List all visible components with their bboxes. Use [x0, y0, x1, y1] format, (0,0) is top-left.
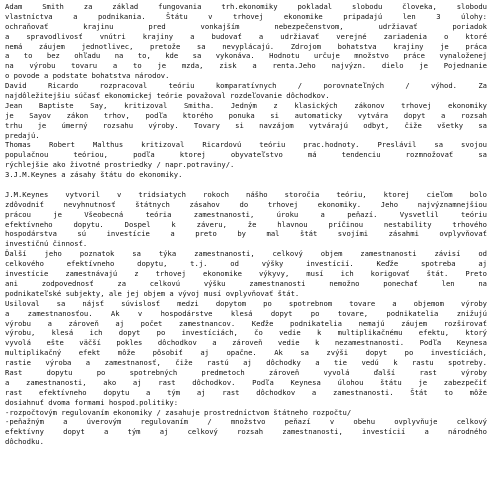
text-line: 3.J.M.Keynes a zásahy štátu do ekonomiky. [5, 170, 183, 180]
paragraph-gap [5, 180, 487, 190]
text-line: Usiloval sa nájsť súvislosť medzi dopytom po spotrebnom tovare a objemom výroby [5, 298, 487, 308]
text-line: rýchlejšie ako životné prostriedky / napr.potraviny/. [5, 160, 235, 170]
text-line: ochraňovať krajinu pred vonkajším nebezpečenstvom, udržiavať poriadok [5, 21, 487, 31]
text-line: je Sayov zákon trhov, podľa ktorého ponuka si automaticky vytvára dopyt a rozsah [5, 110, 487, 120]
text-line: Jean Baptiste Say, kritizoval Smitha. Jedným z klasických zákonov trhovej ekonomiky [5, 100, 487, 110]
text-line: podnikateľské subjekty, ale jej objem a vývoj musí ovplyvňovať štát. [5, 288, 300, 298]
text-line: ani zodpovednosť za celkovú výšku zamestnanosti nemožno ponechať len na [5, 278, 487, 288]
text-line: Ďalší jeho poznatok sa týka zamestnanosti, celkový objem zamestnanosti závisí od [5, 249, 487, 259]
text-line: multiplikačný efekt môže pôsobiť aj opačne. Ak sa zvýši dopyt po investíciách, [5, 348, 487, 358]
text-line: na výrobu tovaru a to je mzda, zisk a renta.Jeho najvýzn. dielo je Pojednanie [5, 61, 487, 71]
text-line: predajú. [5, 130, 40, 140]
text-line: investičnú činnosť. [5, 239, 88, 249]
text-line: -peňažným a úverovým regulovaním / množstvo peňazí v obehu ovplyvňuje celkový [5, 417, 487, 427]
text-line: Adam Smith za základ fungovania trh.ekonomiky pokladal slobodu človeka, slobodu [5, 2, 487, 11]
text-line: vlastníctva a podnikania. Štátu v trhovej ekonomike pripadajú len 3 úlohy: [5, 11, 487, 21]
text-line: vyvolá ešte väčší pokles dôchodkov a zároveň vedie k nezamestnanosti. Podľa Keynesa [5, 338, 487, 348]
text-line: rast efektívneho dopytu a tým aj rast dôchodkov a zamestnanosti. Štát to môže [5, 387, 487, 397]
text-line: investície zamestnávajú z trhovej ekonomike výkyvy, musí ich korigovať štát. Preto [5, 269, 487, 279]
text-line: o povode a podstate bohatstva národov. [5, 71, 170, 81]
text-line: a zamestnanosti, ako aj rast dôchodkov. Podľa Keynesa úlohou štátu je zabezpečiť [5, 377, 487, 387]
text-line: dosiahnuť dvoma formami hospod.politiky: [5, 397, 179, 407]
text-line: celkového efektívneho dopytu, t.j. od výšky investícií. Keďže spotreba aj [5, 259, 487, 269]
text-line: efektívneho dopytu. Dospel k záveru, že hlavnou príčinou nestability trhového [5, 219, 487, 229]
text-line: rastie výroba a zamestnanosť, čiže rastú aj dôchodky a tie vedú k rastu spotreby. [5, 358, 487, 368]
text-line: najdôležitejšiu súčasť ekonomickej teórie považoval rozdeľovanie dôchodkov. [5, 91, 330, 101]
text-line: -rozpočtovým regulovaním ekonomiky / zasahuje prostredníctvom štátneho rozpočtu/ [5, 407, 352, 417]
text-line: Thomas Robert Malthus kritizoval Ricardovú teóriu prac.hodnoty. Preslávil sa svojou [5, 140, 487, 150]
paragraph-keynes [5, 190, 487, 447]
text-line: výrobu a zároveň aj počet zamestnancov. Keďže podnikatelia nemajú záujem rozširovať [5, 318, 487, 328]
text-line: efektívny dopyt a tým aj celkový rozsah zamestnanosti, investícií a národného [5, 427, 487, 437]
text-line: Rast dopytu po spotrebných predmetoch zároveň vyvolá ďalší rast výroby [5, 367, 487, 377]
text-line: dôchodku. [5, 437, 44, 447]
text-line: prácou je Všeobecná teória zamestnanosti, úroku a peňazí. Vysvetlil teóriu [5, 209, 487, 219]
paragraph-smith [5, 2, 487, 180]
text-line: zdôvodniť nevyhnutnosť štátnych zásahov do trhovej ekonomiky. Jeho najvýznamnejšiou [5, 199, 487, 209]
text-line: výrobu, klesá ich dopyt po investíciách, čo vedie k multiplikačnému efektu, ktorý [5, 328, 487, 338]
text-line: populačnou teóriou, podľa ktorej obyvateľstvo má tendenciu rozmnožovať sa [5, 150, 487, 160]
text-line: trhu je úmerný rozsahu výroby. Tovary si navzájom vytvárajú odbyt, čiže všetky sa [5, 120, 487, 130]
text-line: J.M.Keynes vytvoril v tridsiatych rokoch nášho storočia teóriu, ktorej cieľom bolo [5, 189, 487, 199]
text-line: David Ricardo rozpracoval teóriu komparatívnych / porovnateľných / výhod. Za [5, 81, 487, 91]
text-line: a spravodlivosť vnútri krajiny a budovať a udržiavať verejné zariadenia o ktoré [5, 31, 487, 41]
text-line: nemá záujem jednotlivec, pretože sa nevyplácajú. Zdrojom bohatstva krajiny je práca [5, 41, 487, 51]
text-line: a to bez ohľadu na to, kde sa vykonáva. Hodnotu určuje množstvo práce vynaloženej [5, 51, 487, 61]
text-line: hospodárstva sú investície a preto by mal štát svojími zásahmi ovplyvňovať [5, 229, 487, 239]
text-line: a zamestnanosťou. Ak v hospodárstve klesá dopyt po tovare, podnikatelia znižujú [5, 308, 487, 318]
